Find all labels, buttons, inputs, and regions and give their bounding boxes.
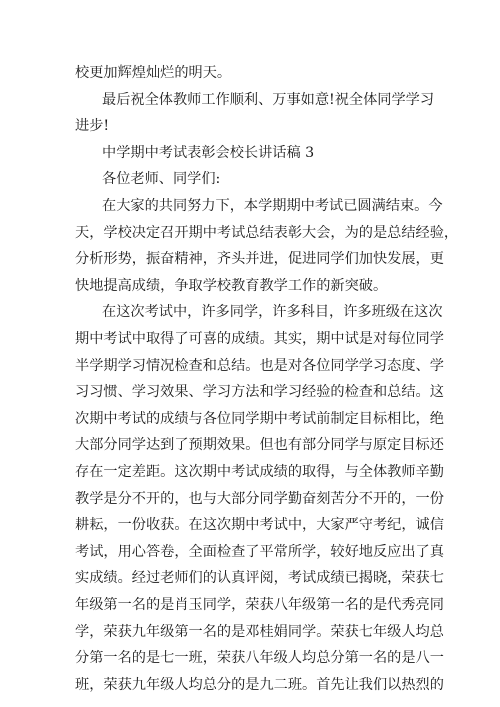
text-line: 快地提高成绩，争取学校教育教学工作的新突破。 (75, 277, 388, 294)
text-line: 最后祝全体教师工作顺利、万事如意!祝全体同学学习 (102, 91, 435, 108)
text-line: 教学是分不开的，也与大部分同学勤奋刻苦分不开的，一份 (75, 490, 444, 507)
text-line: 次期中考试的成绩与各位同学期中考试前制定目标相比，绝 (75, 410, 444, 427)
text-line: 耕耘，一份收获。在这次期中考试中，大家严守考纪，诚信 (75, 517, 444, 534)
text-line: 实成绩。经过老师们的认真评阅，考试成绩已揭晓，荣获七 (75, 570, 444, 587)
text-line: 在大家的共同努力下，本学期期中考试已圆满结束。今 (102, 198, 443, 214)
text-line: 大部分同学达到了预期效果。但也有部分同学与原定目标还 (75, 437, 444, 454)
text-line: 习习惯、学习效果、学习方法和学习经验的检查和总结。这 (75, 384, 444, 401)
text-line: 校更加辉煌灿烂的明天。 (75, 65, 232, 81)
text-line: 半学期学习情况检查和总结。也是对各位同学学习态度、学 (75, 357, 444, 374)
text-line: 各位老师、同学们: (102, 171, 221, 188)
text-line: 进步! (75, 118, 110, 135)
text-line: 分析形势，振奋精神，齐头并进，促进同学们加快发展，更 (75, 251, 444, 268)
text-line: 年级第一名的是肖玉同学，荣获八年级第一名的是代秀亮同 (75, 597, 444, 613)
text-line: 在这次考试中，许多同学，许多科目，许多班级在这次 (102, 304, 443, 321)
text-line: 学，荣获九年级第一名的是邓桂娟同学。荣获七年级人均总 (75, 623, 444, 640)
text-line: 班，荣获九年级人均总分的是九二班。首先让我们以热烈的 (75, 676, 444, 693)
text-line: 存在一定差距。这次期中考试成绩的取得，与全体教师辛勤 (75, 464, 444, 480)
text-line: 中学期中考试表彰会校长讲话稿 3 (102, 144, 315, 161)
text-line: 天，学校决定召开期中考试总结表彰大会，为的是总结经验， (75, 224, 459, 241)
text-line: 分第一名的是七一班，荣获八年级人均总分第一名的是八一 (75, 650, 444, 667)
text-line: 考试，用心答卷，全面检查了平常所学，较好地反应出了真 (75, 543, 444, 560)
text-line: 期中考试中取得了可喜的成绩。其实，期中试是对每位同学 (75, 331, 444, 347)
